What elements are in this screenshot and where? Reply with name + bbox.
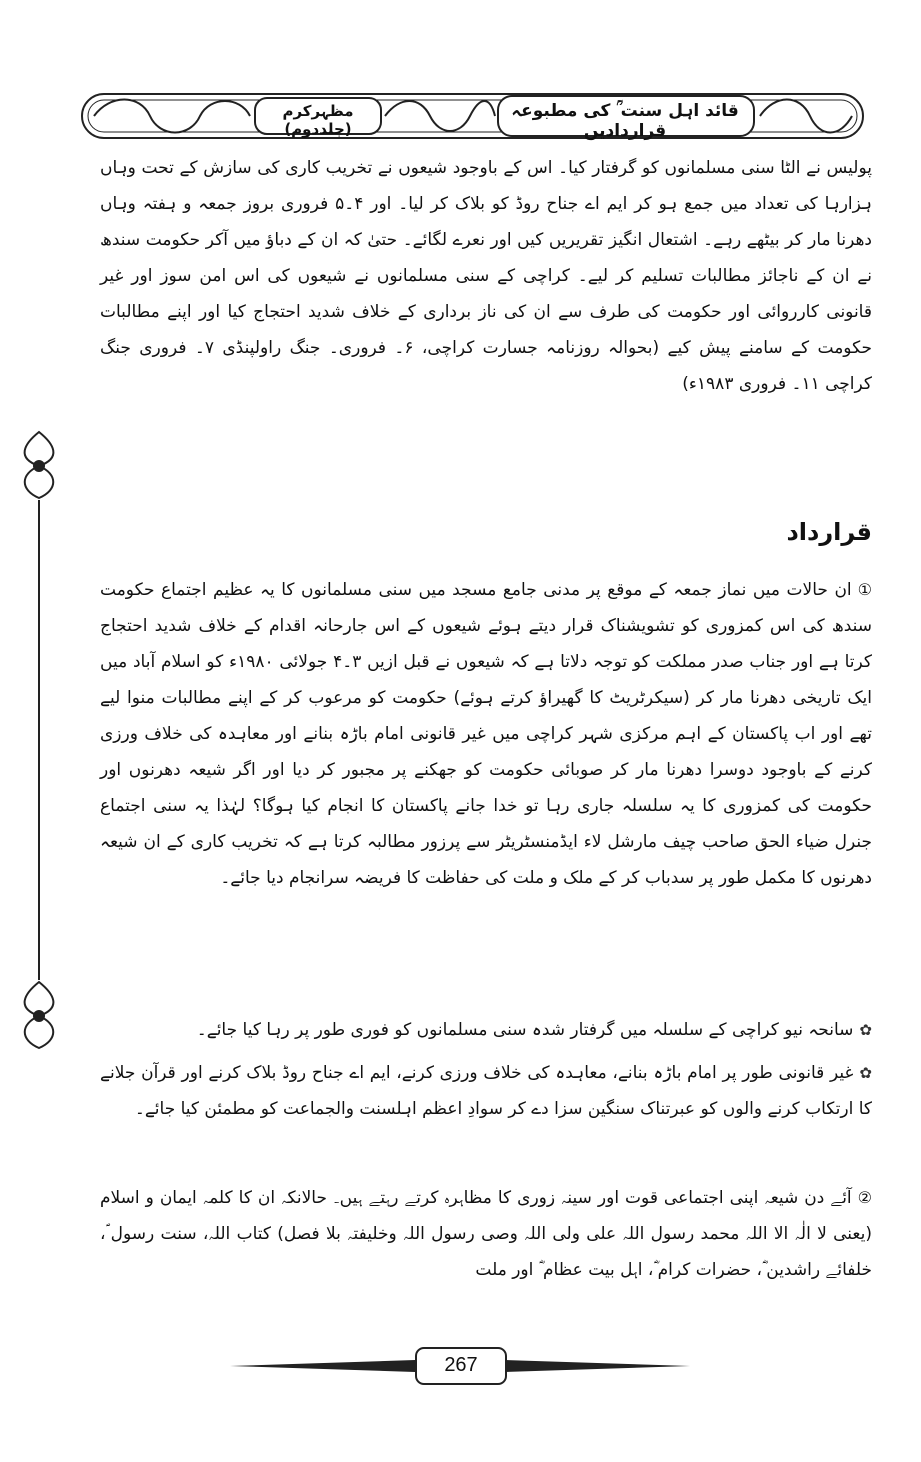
side-ornament-icon: [14, 430, 64, 500]
chapter-title: قائد اہل سنت ؒ کی مطبوعہ قراردادیں: [511, 101, 739, 141]
resolution-1-text: ان حالات میں نماز جمعہ کے موقع پر مدنی جامع مسجد میں سنی مسلمانوں کا یہ عظیم اجتماع حکومت سندھ کی اس کمزوری کو تشویشناک قرار دیتے ہوئے شیعوں کے اس جارحانہ اقدام کے خلاف شدید احتجاج کرتا ہے اور جناب صدر مملکت کو توجہ دلاتا ہے کہ شیعوں نے قبل ازیں ۳۔۴ جولائی ۱۹۸۰ء کو اسلام آباد میں ایک تاریخی دھرنا مار کر (سیکرٹریٹ کا گھیراؤ کرتے ہوئے) حکومت کو مرعوب کر کے اپنے مطالبات منوا لیے تھے اور اب پاکستان کے اہم مرکزی شہر کراچی میں غیر قانونی امام باڑہ بنانے اور معاہدہ کی خلاف ورزی کرنے کے باوجود دوسرا دھرنا مار کر صوبائی حکومت کو جھکنے پر مجبور کر دیا اور اگر شیعہ دھرنوں اور حکومت کی کمزوری کا یہ سلسلہ جاری رہا تو خدا جانے پاکستان کا انجام کیا ہوگا؟ لہٰذا یہ سنی اجتماع جنرل ضیاء الحق صاحب چیف مارشل لاء ایڈمنسٹریٹر سے پرزور مطالبہ کرتا ہے کہ تخریب کاری کے ان شیعہ دھرنوں کا مکمل طور پر سدباب کر کے ملک و ملت کی حفاظت کا فریضہ سرانجام دیا جائے۔: [100, 580, 872, 888]
resolution-number: ①: [857, 580, 872, 599]
list-item: [100, 1012, 872, 1048]
side-divider-line: [38, 500, 40, 980]
page-header: [80, 88, 865, 144]
section-heading: قرارداد: [786, 518, 872, 546]
resolution-number: ②: [857, 1188, 872, 1207]
resolution-2-text: آئے دن شیعہ اپنی اجتماعی قوت اور سینہ زوری کا مظاہرہ کرتے رہتے ہیں۔ حالانکہ ان کا کلمہ ایمان و اسلام (یعنی لا الٰہ الا اللہ محمد رسول اللہ علی ولی اللہ وصی رسول اللہ وخلیفتہ بلا فصل) کتاب اللہ، سنت رسول ؐ، خلفائے راشدین ؓ، حضرات کرام ؓ، اہل بیت عظام ؓ اور ملت: [100, 1188, 872, 1280]
book-title: مظہرکرم (جلددوم): [282, 102, 354, 138]
resolution-2: [100, 1180, 872, 1288]
list-item: [100, 1055, 872, 1127]
paragraph-intro: پولیس نے الٹا سنی مسلمانوں کو گرفتار کیا۔ اس کے باوجود شیعوں نے تخریب کاری کی سازش کے تحت وہاں ہزارہا کی تعداد میں جمع ہو کر ایم اے جناح روڈ کو بلاک کر لیا۔ اور ۴۔۵ فروری بروز جمعہ و ہفتہ وہاں دھرنا مار کر بیٹھے رہے۔ اشتعال انگیز تقریریں کیں اور نعرے لگائے۔ حتیٰ کہ ان کے دباؤ میں آکر حکومت سندھ نے ان کے ناجائز مطالبات تسلیم کر لیے۔ کراچی کے سنی مسلمانوں نے شیعوں کی اس امن سوز اور غیر قانونی کارروائی اور حکومت کی طرف سے ان کی ناز برداری کے خلاف شدید احتجاج کیا اور اپنے مطالبات حکومت کے سامنے پیش کیے (بحوالہ روزنامہ جسارت کراچی، ۶۔ فروری۔ جنگ راولپنڈی ۷۔ فروری جنگ کراچی ۱۱۔ فروری ۱۹۸۳ء): [100, 158, 872, 394]
side-ornament-icon: [14, 980, 64, 1050]
flower-bullet-icon: ✿: [859, 1021, 872, 1039]
resolution-1: [100, 572, 872, 896]
flower-bullet-icon: ✿: [859, 1064, 872, 1082]
page-number: 267: [444, 1354, 478, 1376]
page-footer: [230, 1344, 690, 1388]
list-item-text: غیر قانونی طور پر امام باڑہ بنانے، معاہدہ کی خلاف ورزی کرنے، ایم اے جناح روڈ بلاک کرنے اور قرآن جلانے کا ارتکاب کرنے والوں کو عبرتناک سنگین سزا دے کر سوادِ اعظم اہلسنت والجماعت کو مطمئن کیا جائے۔: [100, 1063, 872, 1119]
list-item-text: سانحہ نیو کراچی کے سلسلہ میں گرفتار شدہ سنی مسلمانوں کو فوری طور پر رہا کیا جائے۔: [196, 1020, 854, 1040]
